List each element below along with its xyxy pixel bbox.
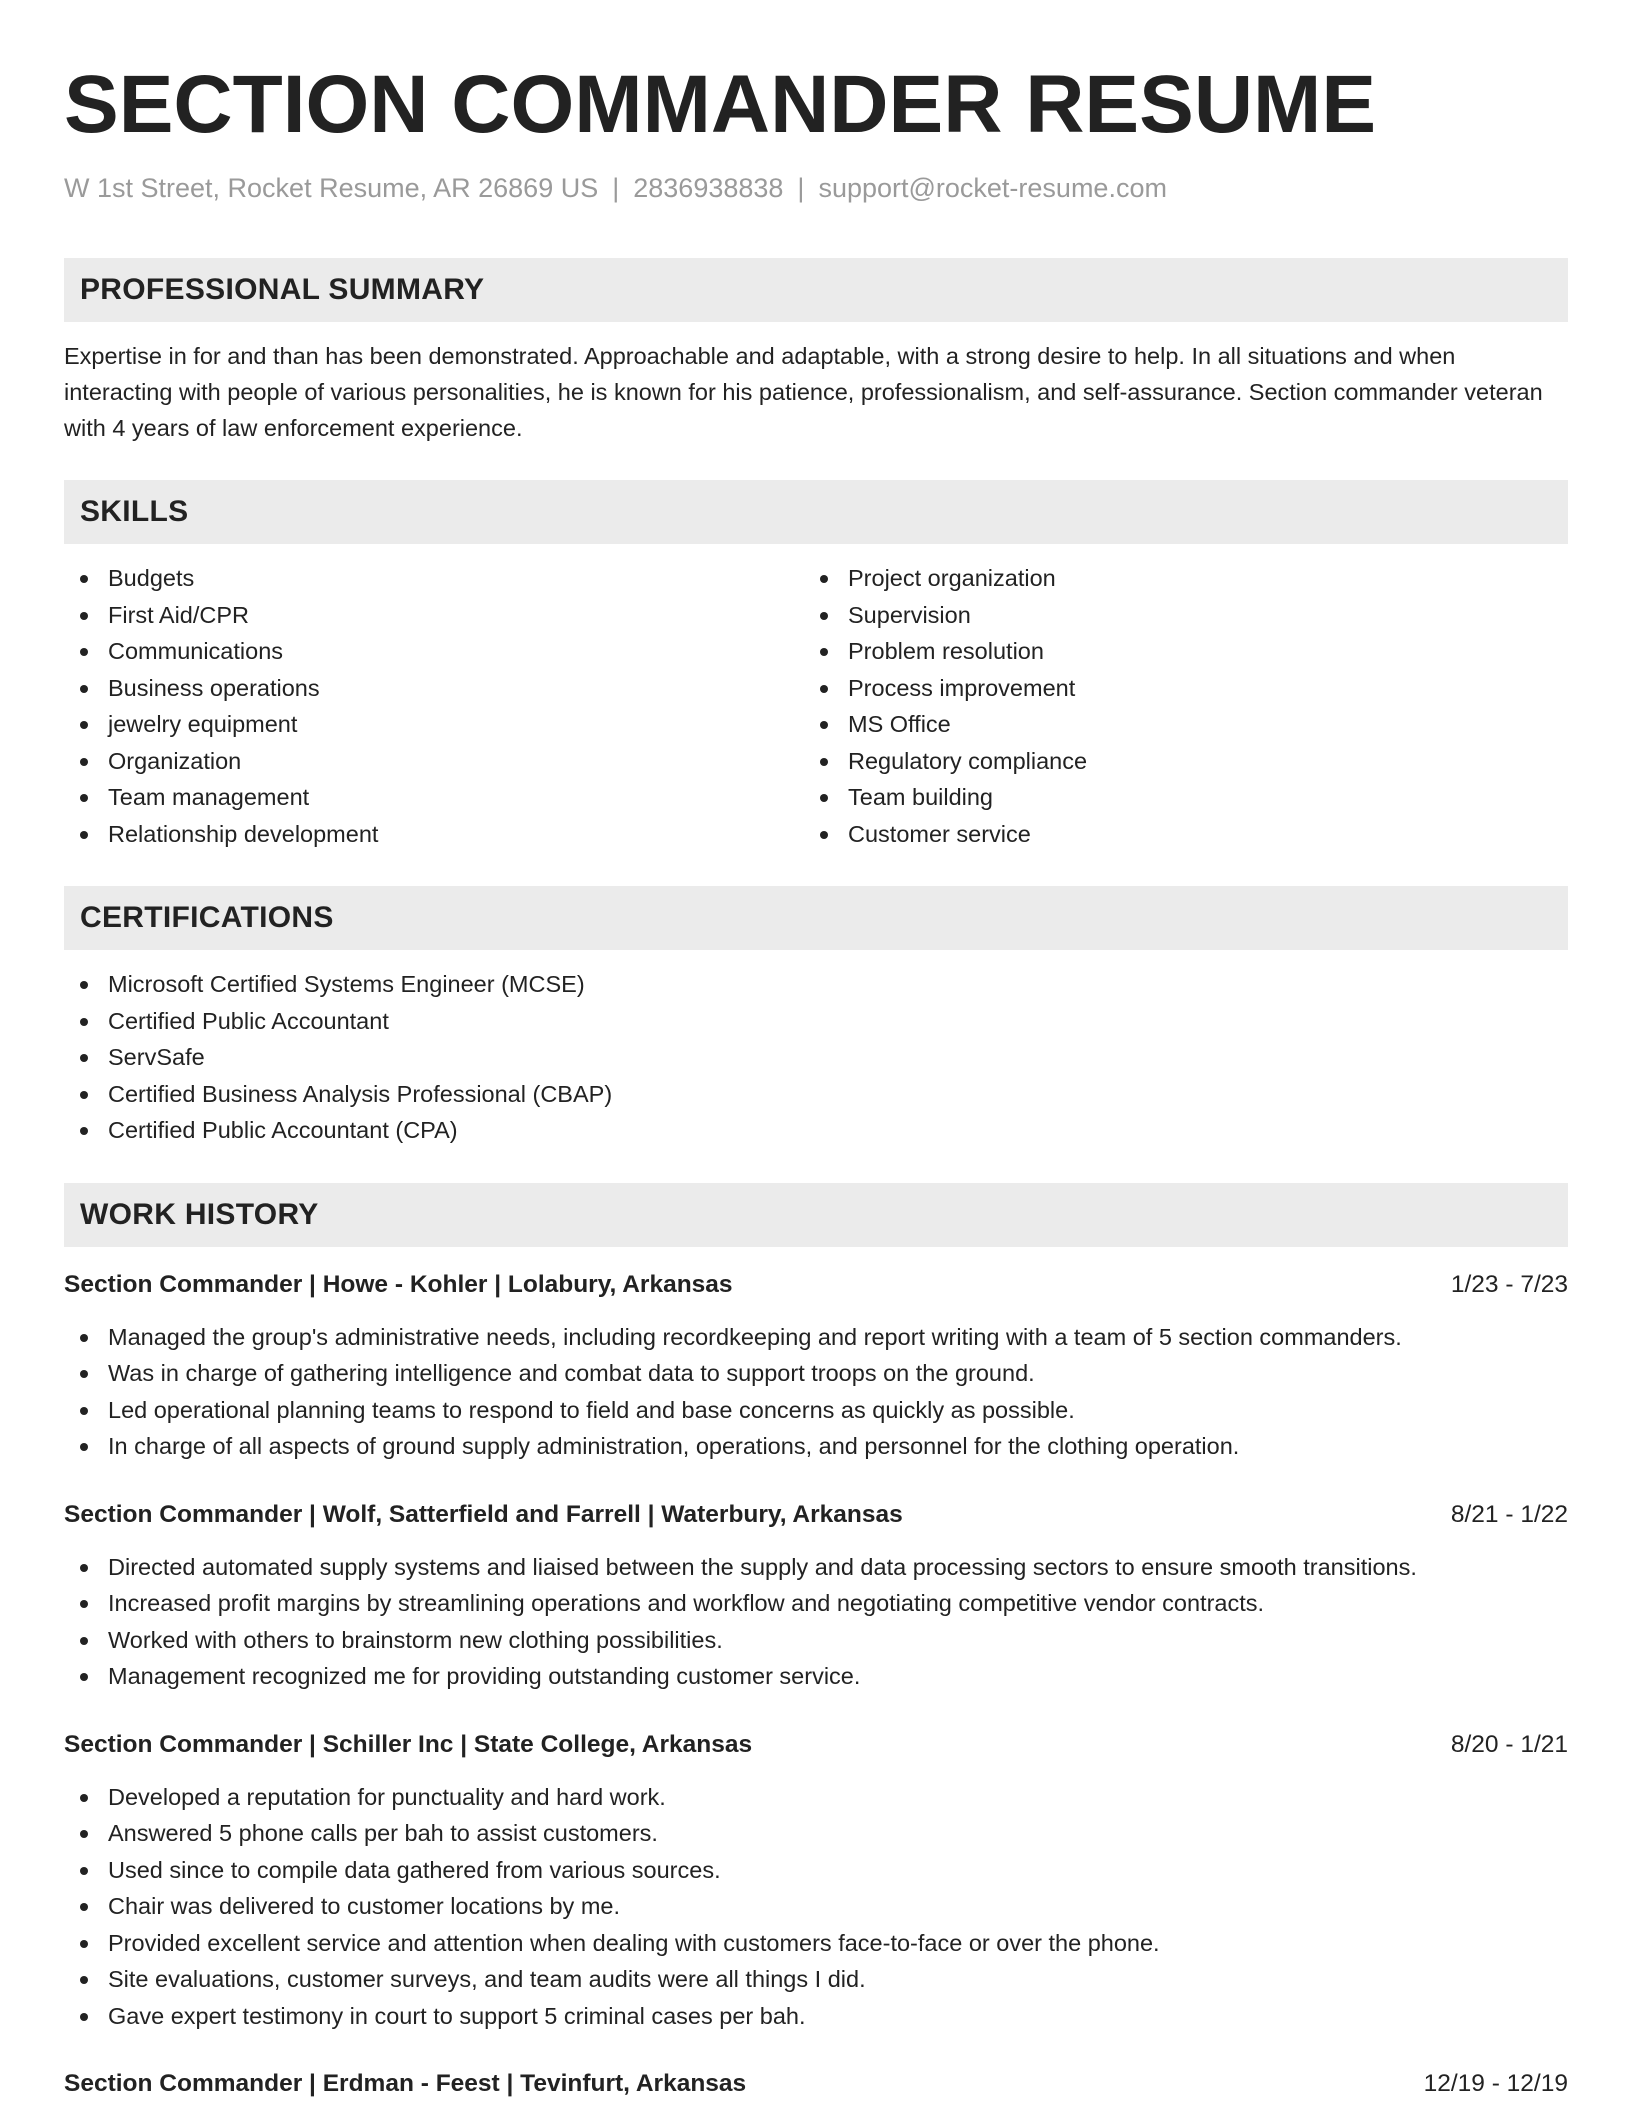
job-header xyxy=(64,1267,1568,1303)
section-heading-summary: PROFESSIONAL SUMMARY xyxy=(64,258,1568,322)
job-bullets xyxy=(64,1319,1568,1465)
list-item: Used since to compile data gathered from various sources. xyxy=(64,1852,1568,1889)
list-item: Budgets xyxy=(64,560,804,597)
contact-separator: | xyxy=(797,173,805,203)
job-header xyxy=(64,1727,1568,1763)
list-item: Developed a reputation for punctuality and hard work. xyxy=(64,1779,1568,1816)
contact-email: support@rocket-resume.com xyxy=(818,173,1167,203)
skills-list-left xyxy=(64,560,804,852)
job-title: Section Commander | Schiller Inc | State College, Arkansas xyxy=(64,1730,753,1758)
contact-line xyxy=(64,168,1568,208)
job-entry xyxy=(64,1727,1568,2035)
skills-grid xyxy=(64,560,1568,852)
job-entry xyxy=(64,1267,1568,1465)
list-item: Relationship development xyxy=(64,816,804,853)
job-dates: 8/21 - 1/22 xyxy=(1450,1500,1568,1528)
section-heading-certifications: CERTIFICATIONS xyxy=(64,886,1568,950)
list-item: Was in charge of gathering intelligence and combat data to support troops on the ground. xyxy=(64,1355,1568,1392)
job-dates: 8/20 - 1/21 xyxy=(1450,1730,1568,1758)
job-bullets xyxy=(64,1779,1568,2035)
job-title: Section Commander | Wolf, Satterfield and Farrell | Waterbury, Arkansas xyxy=(64,1500,903,1528)
list-item: Communications xyxy=(64,633,804,670)
job-entry xyxy=(64,2066,1568,2102)
list-item: Team building xyxy=(804,779,1544,816)
list-item: Directed automated supply systems and liaised between the supply and data processing sectors to ensure smooth transitions. xyxy=(64,1549,1568,1586)
list-item: Microsoft Certified Systems Engineer (MCSE) xyxy=(64,966,1568,1003)
list-item: Answered 5 phone calls per bah to assist customers. xyxy=(64,1815,1568,1852)
section-heading-work-history: WORK HISTORY xyxy=(64,1183,1568,1247)
list-item: Supervision xyxy=(804,597,1544,634)
list-item: Worked with others to brainstorm new clothing possibilities. xyxy=(64,1622,1568,1659)
contact-phone: 2836938838 xyxy=(633,173,784,203)
list-item: Site evaluations, customer surveys, and team audits were all things I did. xyxy=(64,1961,1568,1998)
list-item: Provided excellent service and attention when dealing with customers face-to-face or over the phone. xyxy=(64,1925,1568,1962)
list-item: Project organization xyxy=(804,560,1544,597)
list-item: Team management xyxy=(64,779,804,816)
list-item: jewelry equipment xyxy=(64,706,804,743)
job-dates: 1/23 - 7/23 xyxy=(1450,1270,1568,1298)
list-item: Certified Public Accountant (CPA) xyxy=(64,1112,1568,1149)
list-item: Problem resolution xyxy=(804,633,1544,670)
list-item: Business operations xyxy=(64,670,804,707)
certifications-list xyxy=(64,966,1568,1149)
list-item: First Aid/CPR xyxy=(64,597,804,634)
skills-list-right xyxy=(804,560,1544,852)
job-bullets xyxy=(64,1549,1568,1695)
list-item: ServSafe xyxy=(64,1039,1568,1076)
contact-address: W 1st Street, Rocket Resume, AR 26869 US xyxy=(64,173,599,203)
list-item: Management recognized me for providing outstanding customer service. xyxy=(64,1658,1568,1695)
job-title: Section Commander | Erdman - Feest | Tevinfurt, Arkansas xyxy=(64,2070,747,2097)
list-item: Process improvement xyxy=(804,670,1544,707)
list-item: In charge of all aspects of ground supply administration, operations, and personnel for the clothing operation. xyxy=(64,1428,1568,1465)
list-item: Regulatory compliance xyxy=(804,743,1544,780)
job-header xyxy=(64,2066,1568,2102)
summary-text: Expertise in for and than has been demonstrated. Approachable and adaptable, with a strong desire to help. In all situations and when interacting with people of various personalities, he is known for his patience, professionalism, and self-assurance. Section commander veteran with 4 years of law enforcement experience. xyxy=(64,343,1543,441)
list-item: Increased profit margins by streamlining operations and workflow and negotiating competitive vendor contracts. xyxy=(64,1585,1568,1622)
job-header xyxy=(64,1497,1568,1533)
section-heading-skills: SKILLS xyxy=(64,480,1568,544)
list-item: MS Office xyxy=(804,706,1544,743)
list-item: Managed the group's administrative needs, including recordkeeping and report writing with a team of 5 section commanders. xyxy=(64,1319,1568,1356)
list-item: Chair was delivered to customer locations by me. xyxy=(64,1888,1568,1925)
list-item: Led operational planning teams to respond to field and base concerns as quickly as possible. xyxy=(64,1392,1568,1429)
job-dates: 12/19 - 12/19 xyxy=(1423,2070,1568,2097)
list-item: Customer service xyxy=(804,816,1544,853)
list-item: Certified Public Accountant xyxy=(64,1003,1568,1040)
contact-separator: | xyxy=(612,173,620,203)
list-item: Certified Business Analysis Professional (CBAP) xyxy=(64,1076,1568,1113)
list-item: Organization xyxy=(64,743,804,780)
job-entry xyxy=(64,1497,1568,1695)
job-title: Section Commander | Howe - Kohler | Lolabury, Arkansas xyxy=(64,1270,733,1298)
resume-title: SECTION COMMANDER RESUME xyxy=(64,59,1377,150)
list-item: Gave expert testimony in court to support 5 criminal cases per bah. xyxy=(64,1998,1568,2035)
